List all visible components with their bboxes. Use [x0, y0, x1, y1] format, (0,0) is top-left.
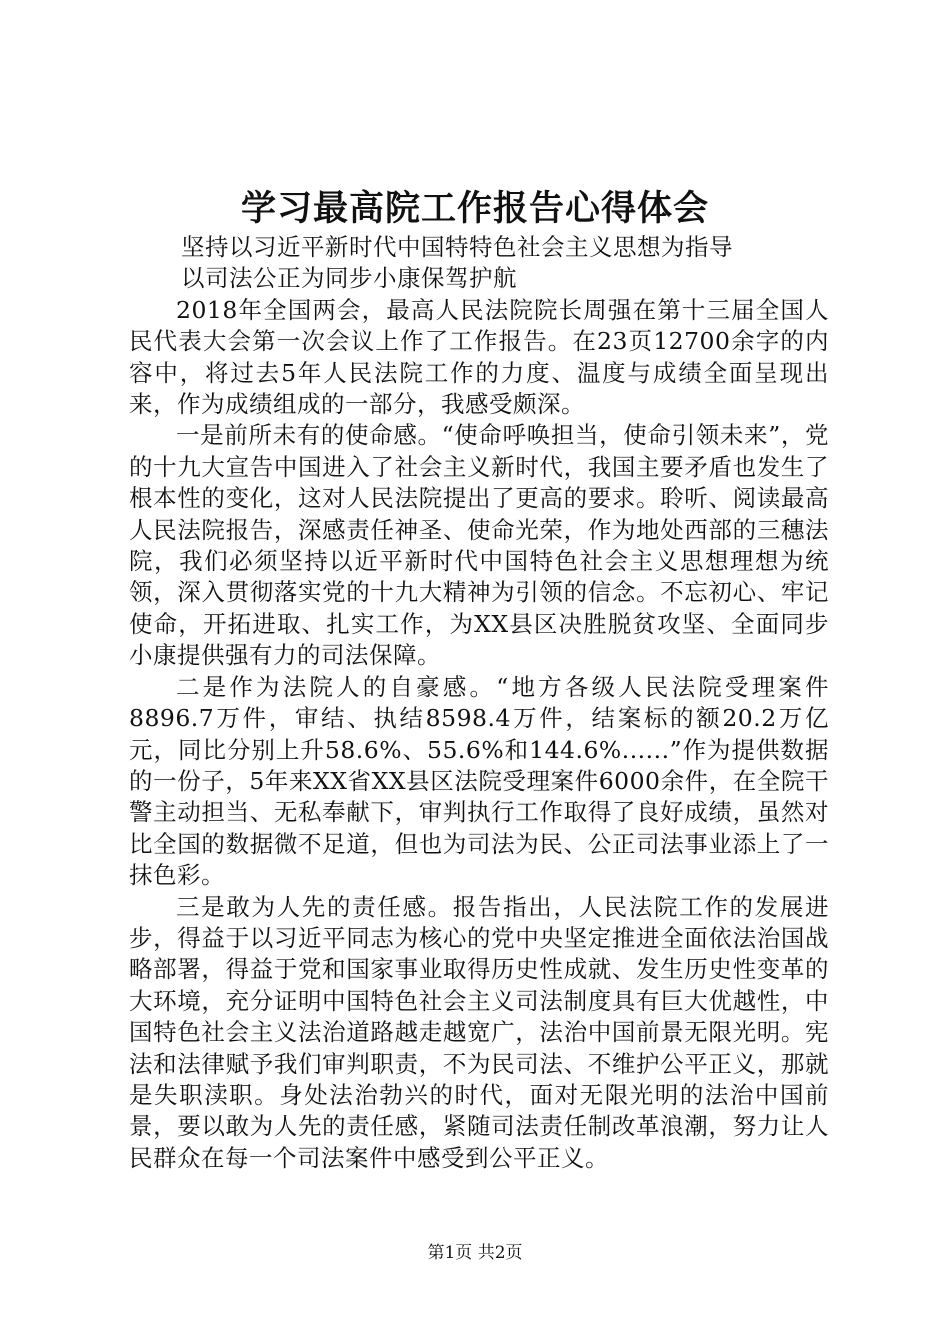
- paragraph-responsibility: 三是敢为人先的责任感。报告指出，人民法院工作的发展进步，得益于以习近平同志为核心的党中央坚定推进全面依法治国战略部署，得益于党和国家事业取得历史性成就、发生历史性变革的大环境，充分证明中国特色社会主义司法制度具有巨大优越性，中国特色社会主义法治道路越走越宽广，法治中国前景无限光明。宪法和法律赋予我们审判职责，不为民司法、不维护公平正义，那就是失职渎职。身处法治勃兴的时代，面对无限光明的法治中国前景，要以敢为人先的责任感，紧随司法责任制改革浪潮，努力让人民群众在每一个司法案件中感受到公平正义。: [129, 892, 829, 1172]
- paragraph-pride: 二是作为法院人的自豪感。“地方各级人民法院受理案件8896.7万件，审结、执结8598.4万件，结案标的额20.2万亿元，同比分别上升58.6%、55.6%和144.6%......”作为提供数据的一份子，5年来XX省XX县区法院受理案件6000余件，在全院干警主动担当、无私奉献下，审判执行工作取得了良好成绩，虽然对比全国的数据微不足道，但也为司法为民、公正司法事业添上了一抹色彩。: [129, 672, 829, 890]
- page-footer: 第1页 共2页: [427, 1243, 523, 1263]
- paragraph-mission: 一是前所未有的使命感。“使命呼唤担当，使命引领未来”，党的十九大宣告中国进入了社会主义新时代，我国主要矛盾也发生了根本性的变化，这对人民法院提出了更高的要求。聆听、阅读最高人民法院报告，深感责任神圣、使命光荣，作为地处西部的三穗法院，我们必须坚持以近平新时代中国特色社会主义思想理想为统领，深入贯彻落实党的十九大精神为引领的信念。不忘初心、牢记使命，开拓进取、扎实工作，为XX县区决胜脱贫攻坚、全面同步小康提供强有力的司法保障。: [129, 421, 829, 670]
- subtitle-line-1: 坚持以习近平新时代中国特特色社会主义思想为指导: [181, 233, 733, 261]
- document-body: [129, 232, 829, 1174]
- subtitle-line-2: 以司法公正为同步小康保驾护航: [181, 264, 517, 293]
- intro-paragraph: 2018年全国两会，最高人民法院院长周强在第十三届全国人民代表大会第一次会议上作了工作报告。在23页12700余字的内容中，将过去5年人民法院工作的力度、温度与成绩全面呈现出来，作为成绩组成的一部分，我感受颇深。: [129, 295, 829, 419]
- document-title: 学习最高院工作报告心得体会: [240, 188, 709, 229]
